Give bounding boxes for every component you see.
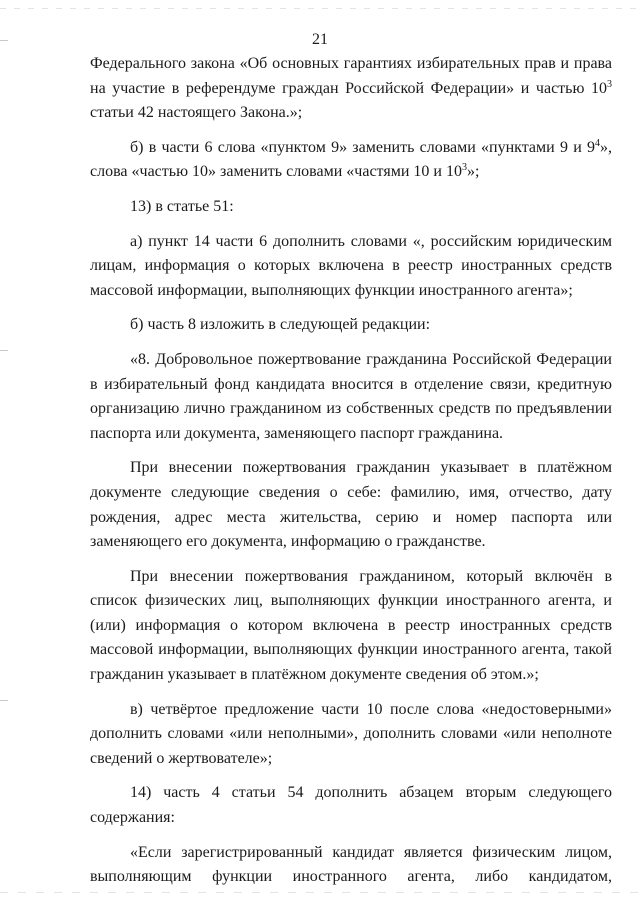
paragraph: б) в части 6 слова «пунктом 9» заменить словами «пунктами 9 и $9^4$», слова «частью 10» заменить словами «частями 10 и $10^3$»; — [90, 137, 612, 181]
paragraph: Федерального закона «Об основных гарантиях избирательных прав и права на участие в референдуме граждан Российской Федерации» и частью $10^3$ статьи 42 настоящего Закона.»; — [90, 55, 612, 122]
scan-edge-bottom — [0, 892, 640, 893]
paragraph: 14) часть 4 статьи 54 дополнить абзацем вторым следующего содержания: — [90, 784, 612, 827]
scan-margin-mark — [0, 350, 8, 351]
paragraph: «8. Добровольное пожертвование гражданина Российской Федерации в избирательный фонд кандидата вносится в отделение связи, кредитную организацию лично гражданином из собственных средств по предъявлении паспорта или документа, заменяющего паспорт гражданина. — [90, 350, 612, 442]
paragraph: б) часть 8 изложить в следующей редакции: — [130, 316, 431, 334]
paragraph: 13) в статье 51: — [130, 197, 234, 215]
page-number: 21 — [312, 31, 328, 48]
scan-margin-mark — [0, 700, 8, 701]
paragraph: «Если зарегистрированный кандидат является физическим лицом, выполняющим функции иностранного агента, либо кандидатом, — [90, 843, 612, 886]
scan-edge-top — [0, 8, 640, 9]
paragraph: При внесении пожертвования гражданином, который включён в список физических лиц, выполняющих функции иностранного агента, и (или) информация о котором включена в реестр иностранных средств массовой информации, выполняющих функции иностранного агента, такой гражданин указывает в платёжном документе сведения об этом.»; — [90, 567, 612, 684]
paragraph: в) четвёртое предложение части 10 после слова «недостоверными» дополнить словами «или неполными», дополнить словами «или неполноте сведений о жертвователе»; — [90, 700, 612, 767]
paragraph: При внесении пожертвования гражданин указывает в платёжном документе следующие сведения о себе: фамилию, имя, отчество, дату рождения, адрес места жительства, серию и номер паспорта или заменяющего его документа, информацию о гражданстве. — [90, 459, 612, 551]
document-body — [90, 52, 612, 890]
paragraph: а) пункт 14 части 6 дополнить словами «, российским юридическим лицам, информация о которых включена в реестр иностранных средств массовой информации, выполняющих функции иностранного агента»; — [90, 232, 612, 299]
